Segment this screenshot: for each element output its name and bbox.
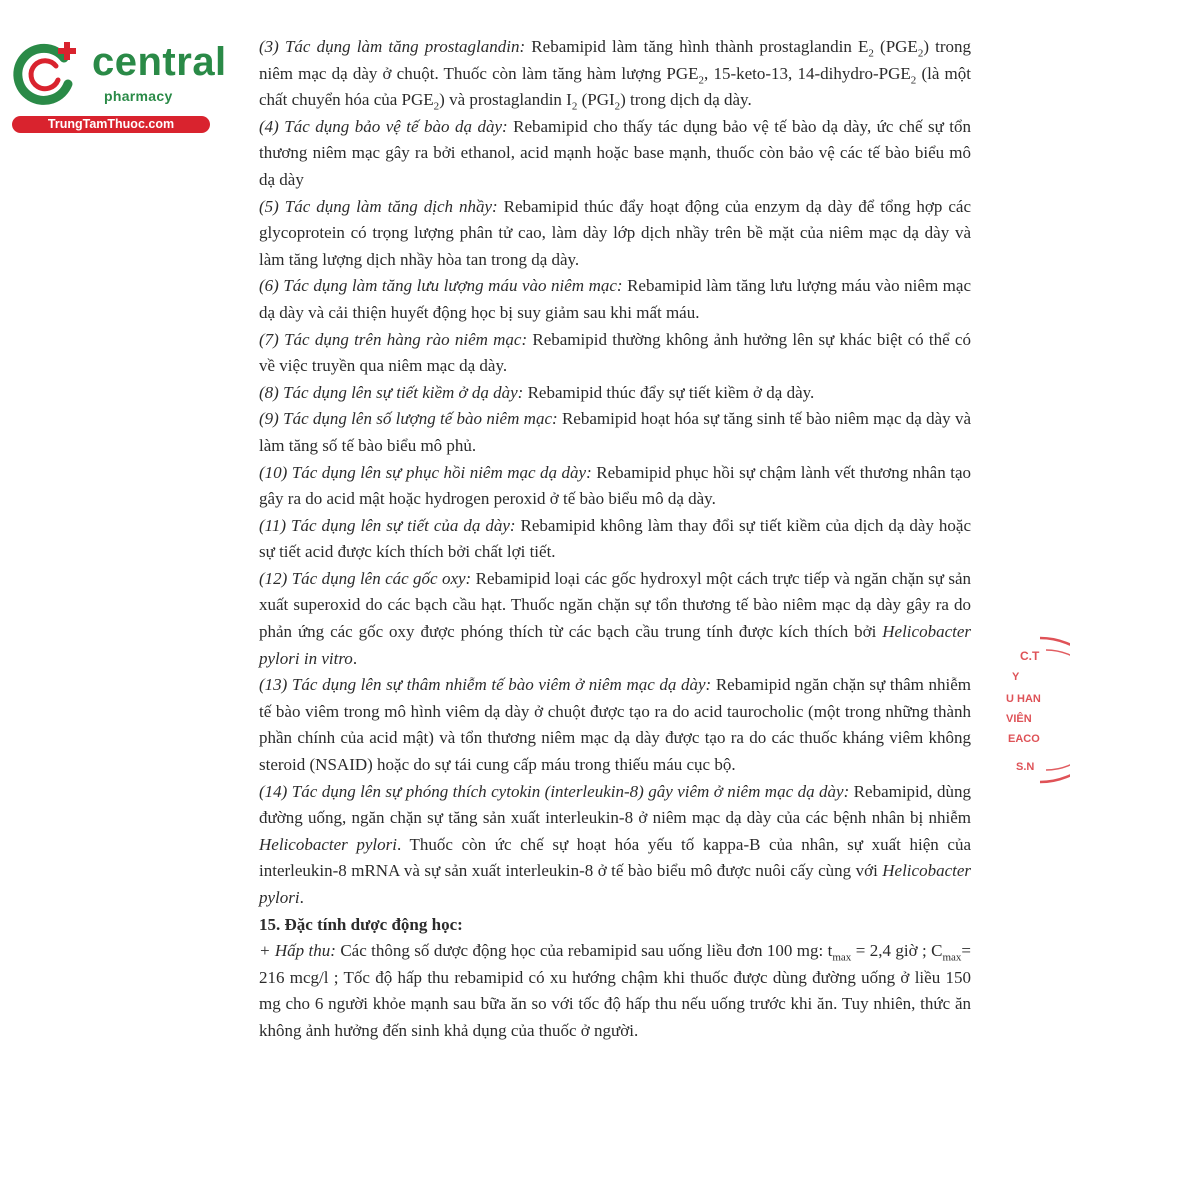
subscript: max (832, 951, 852, 964)
paragraph-text: ) trong niêm mạc dạ dày ở chuột. Thuốc còn làm tăng hàm lượng PGE (259, 37, 972, 83)
paragraph-14 (259, 779, 971, 912)
central-logo-icon (12, 38, 82, 108)
paragraph-lead: (7) Tác dụng trên hàng rào niêm mạc: (259, 329, 528, 349)
paragraph-text: ) và prostaglandin I (439, 90, 572, 110)
paragraph-lead: (10) Tác dụng lên sự phục hồi niêm mạc dạ dày: (259, 462, 592, 482)
paragraph-lead: (4) Tác dụng bảo vệ tế bào dạ dày: (259, 116, 508, 136)
subscript: 2 (433, 100, 440, 113)
document-body (259, 34, 971, 1045)
paragraph-text: (là một chất chuyển hóa của PGE (259, 63, 971, 110)
paragraph-9 (259, 406, 971, 459)
species-name: Helicobacter pylori (259, 861, 971, 907)
paragraph-lead: + Hấp thu: (259, 941, 336, 961)
paragraph-lead: (11) Tác dụng lên sự tiết của dạ dày: (259, 515, 516, 535)
paragraph-3 (259, 34, 971, 114)
stamp-line: S.N (1016, 761, 1035, 773)
paragraph-lead: (8) Tác dụng lên sự tiết kiềm ở dạ dày: (259, 382, 524, 402)
paragraph-text: , 15-keto-13, 14-dihydro-PGE (704, 63, 911, 83)
paragraph-text: Rebamipid, dùng đường uống, ngăn chặn sự tăng sản xuất interleukin-8 ở niêm mạc dạ dày của các bệnh nhân bị nhiễm (259, 781, 971, 828)
subscript: 2 (571, 100, 578, 113)
paragraph-lead: (6) Tác dụng làm tăng lưu lượng máu vào niêm mạc: (259, 276, 623, 296)
stamp-line: EACO (1008, 733, 1040, 745)
section-15-heading: 15. Đặc tính dược động học: (259, 914, 463, 934)
paragraph-12 (259, 566, 971, 672)
paragraph-text: Rebamipid làm tăng hình thành prostaglandin E (525, 37, 869, 56)
paragraph-6 (259, 273, 971, 326)
subscript: 2 (910, 73, 917, 86)
paragraph-text: Các thông số dược động học của rebamipid sau uống liều đơn 100 mg: t (335, 941, 833, 961)
paragraph-text: . (352, 648, 358, 668)
logo-url-badge: TrungTamThuoc.com (12, 116, 210, 133)
paragraph-8 (259, 380, 971, 407)
paragraph-text: = 2,4 giờ ; C (851, 941, 943, 961)
subscript: 2 (698, 73, 705, 86)
species-name: Helicobacter pylori in vitro (259, 622, 971, 668)
central-pharmacy-logo (12, 36, 227, 136)
paragraph-text: Rebamipid thúc đẩy sự tiết kiềm ở dạ dày. (523, 382, 815, 402)
subscript: 2 (917, 47, 924, 60)
stamp-line: U HAN (1006, 693, 1041, 705)
paragraph-text: Rebamipid làm tăng lưu lượng máu vào niêm mạc dạ dày và cải thiện huyết động học bị suy giảm sau khi mất máu. (259, 276, 971, 322)
paragraph-13 (259, 672, 971, 778)
section-15-absorption (259, 938, 971, 1044)
stamp-line: C.T (1020, 649, 1040, 663)
paragraph-lead: (9) Tác dụng lên số lượng tế bào niêm mạc: (259, 409, 558, 429)
subscript: max (942, 951, 962, 964)
paragraph-text: . (299, 888, 304, 907)
paragraph-text: (PGI (577, 90, 615, 110)
stamp-line: Y (1012, 671, 1020, 683)
company-stamp (1000, 630, 1070, 790)
paragraph-10 (259, 460, 971, 513)
paragraph-5 (259, 194, 971, 274)
paragraph-text: . Thuốc còn ức chế sự hoạt hóa yếu tố kappa-B của nhân, sự xuất hiện của interleukin-8 mRNA và sự sản xuất interleukin-8 ở tế bào biểu mô được nuôi cấy cùng với (259, 834, 971, 881)
paragraph-text: Rebamipid thường không ảnh hưởng lên sự khác biệt có thể có về việc truyền qua niêm mạc dạ dày. (259, 329, 971, 376)
paragraph-text: ) trong dịch dạ dày. (620, 90, 752, 110)
paragraph-lead: (5) Tác dụng làm tăng dịch nhầy: (259, 196, 498, 216)
subscript: 2 (868, 47, 874, 60)
paragraph-lead: (14) Tác dụng lên sự phóng thích cytokin (interleukin-8) gây viêm ở niêm mạc dạ dày: (259, 781, 850, 801)
paragraph-text: = 216 mcg/l ; Tốc độ hấp thu rebamipid có xu hướng chậm khi thuốc được dùng đường uống ở liều 150 mg cho 6 người khỏe mạnh sau bữa ăn so với tốc độ hấp thu nếu uống trước khi ăn. Tuy nhiên, thức ăn không ảnh hưởng đến sinh khả dụng của thuốc ở người. (259, 941, 971, 1040)
paragraph-text: Rebamipid cho thấy tác dụng bảo vệ tế bào dạ dày, ức chế sự tổn thương niêm mạc gây ra bởi ethanol, acid mạnh hoặc base mạnh, thuốc còn bảo vệ các tế bào biểu mô dạ dày (259, 116, 971, 189)
paragraph-text: Rebamipid phục hồi sự chậm lành vết thương nhân tạo gây ra do acid mật hoặc hydrogen peroxid ở tế bào biểu mô dạ dày. (259, 462, 971, 509)
paragraph-text: (PGE (873, 37, 918, 56)
paragraph-lead: (13) Tác dụng lên sự thâm nhiễm tế bào viêm ở niêm mạc dạ dày: (259, 675, 712, 695)
stamp-line: VIÊN (1006, 713, 1032, 725)
paragraph-text: Rebamipid thúc đẩy hoạt động của enzym dạ dày để tổng hợp các glycoprotein có trọng lượng phân tử cao, làm dày lớp dịch nhầy trên bề mặt của niêm mạc dạ dày và làm tăng lượng dịch nhầy hòa tan trong dạ dày. (259, 196, 971, 269)
logo-wordmark: central (92, 40, 227, 84)
paragraph-7 (259, 327, 971, 380)
paragraph-4 (259, 114, 971, 194)
paragraph-text: Rebamipid loại các gốc hydroxyl một cách trực tiếp và ngăn chặn sự sản xuất superoxid do các bạch cầu hạt. Thuốc ngăn chặn sự tổn thương tế bào niêm mạc dạ dày gây ra do phản ứng các gốc oxy được phóng thích từ các bạch cầu trung tính được kích thích bởi (259, 568, 972, 642)
paragraph-11 (259, 513, 971, 566)
paragraph-text: Rebamipid ngăn chặn sự thâm nhiễm tế bào viêm trong mô hình viêm dạ dày ở chuột được tạo ra do acid taurocholic (một trong những thành phần chính của acid mật) và tổn thương niêm mạc dạ dày được tạo ra do các thuốc kháng viêm không steroid (NSAID) hoặc do sự tái cung cấp máu trong thiếu máu cục bộ. (259, 675, 971, 775)
logo-tagline: pharmacy (104, 88, 173, 104)
species-name: Helicobacter pylori (259, 834, 397, 854)
paragraph-text: Rebamipid hoạt hóa sự tăng sinh tế bào niêm mạc dạ dày và làm tăng số tế bào biểu mô phủ. (259, 409, 971, 455)
paragraph-lead: (3) Tác dụng làm tăng prostaglandin: (259, 37, 526, 56)
paragraph-lead: (12) Tác dụng lên các gốc oxy: (259, 568, 472, 588)
paragraph-text: Rebamipid không làm thay đổi sự tiết kiềm của dịch dạ dày hoặc sự tiết acid được kích thích bởi chất lợi tiết. (259, 515, 971, 562)
subscript: 2 (614, 100, 621, 113)
